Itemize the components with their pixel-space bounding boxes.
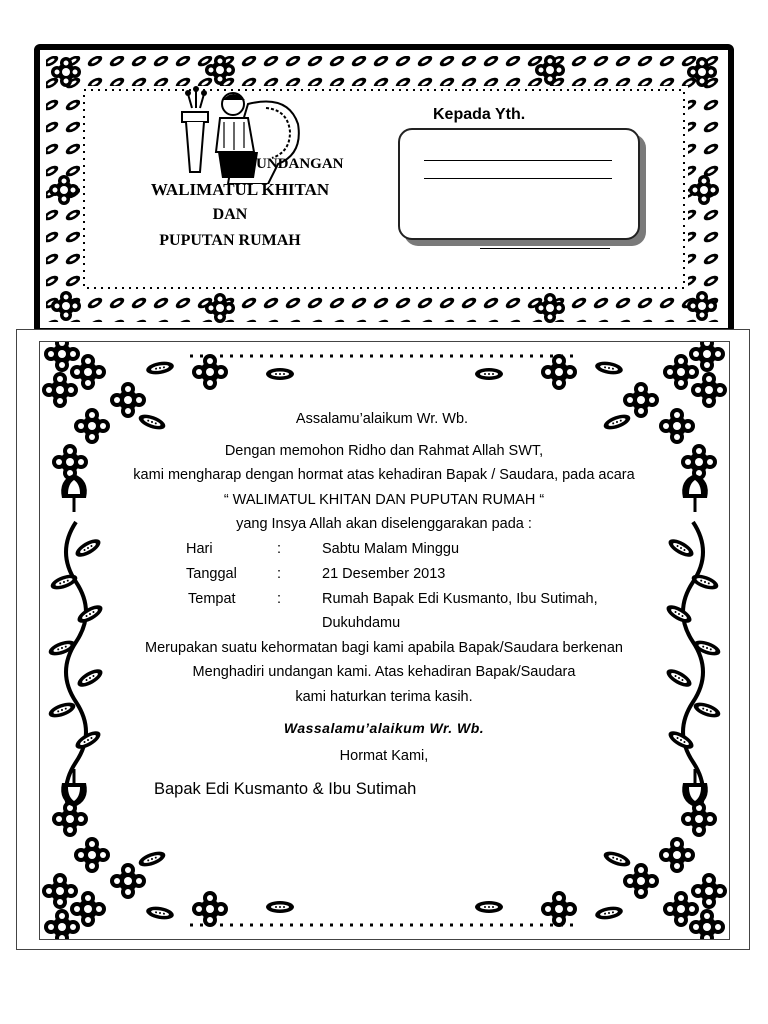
detail-value-tanggal: 21 Desember 2013: [322, 566, 446, 582]
envelope-title-walimatul: WALIMATUL KHITAN: [150, 180, 330, 199]
detail-colon: :: [277, 541, 282, 557]
intro-line-3: yang Insya Allah akan diselenggarakan pada :: [236, 516, 532, 532]
detail-label-hari: Hari: [186, 541, 213, 557]
envelope-title-dan: DAN: [212, 206, 248, 223]
detail-value-tempat: Rumah Bapak Edi Kusmanto, Ibu Sutimah,: [322, 591, 598, 607]
closing-line-3: kami haturkan terima kasih.: [295, 689, 473, 705]
detail-colon: :: [277, 566, 282, 582]
detail-value-tempat-line2: Dukuhdamu: [322, 615, 401, 631]
regards: Hormat Kami,: [339, 748, 429, 764]
detail-value-hari: Sabtu Malam Minggu: [322, 541, 460, 557]
greeting: Assalamu’alaikum Wr. Wb.: [295, 411, 469, 427]
envelope-card: [34, 44, 734, 334]
detail-label-tempat: Tempat: [188, 591, 236, 607]
event-name: “ WALIMATUL KHITAN DAN PUPUTAN RUMAH “: [223, 492, 545, 508]
detail-colon: :: [277, 591, 282, 607]
address-line: [480, 248, 610, 249]
intro-line-1: Dengan memohon Ridho dan Rahmat Allah SWT,: [224, 443, 544, 459]
recipient-label: Kepada Yth.: [433, 106, 526, 123]
address-line: [424, 160, 612, 161]
closing-line-1: Merupakan suatu kehormatan bagi kami apabila Bapak/Saudara berkenan: [144, 640, 623, 656]
signature: Bapak Edi Kusmanto & Ibu Sutimah: [154, 780, 417, 798]
address-line: [424, 178, 612, 179]
envelope-title-puputan: PUPUTAN RUMAH: [159, 232, 301, 249]
envelope-title-undangan: UNDANGAN: [256, 156, 344, 172]
intro-line-2: kami mengharap dengan hormat atas kehadiran Bapak / Saudara, pada acara: [133, 467, 635, 483]
closing-line-2: Menghadiri undangan kami. Atas kehadiran Bapak/Saudara: [192, 664, 576, 680]
recipient-address-box: [398, 128, 640, 240]
closing-salam: Wassalamu’alaikum Wr. Wb.: [283, 720, 485, 736]
detail-label-tanggal: Tanggal: [186, 566, 237, 582]
